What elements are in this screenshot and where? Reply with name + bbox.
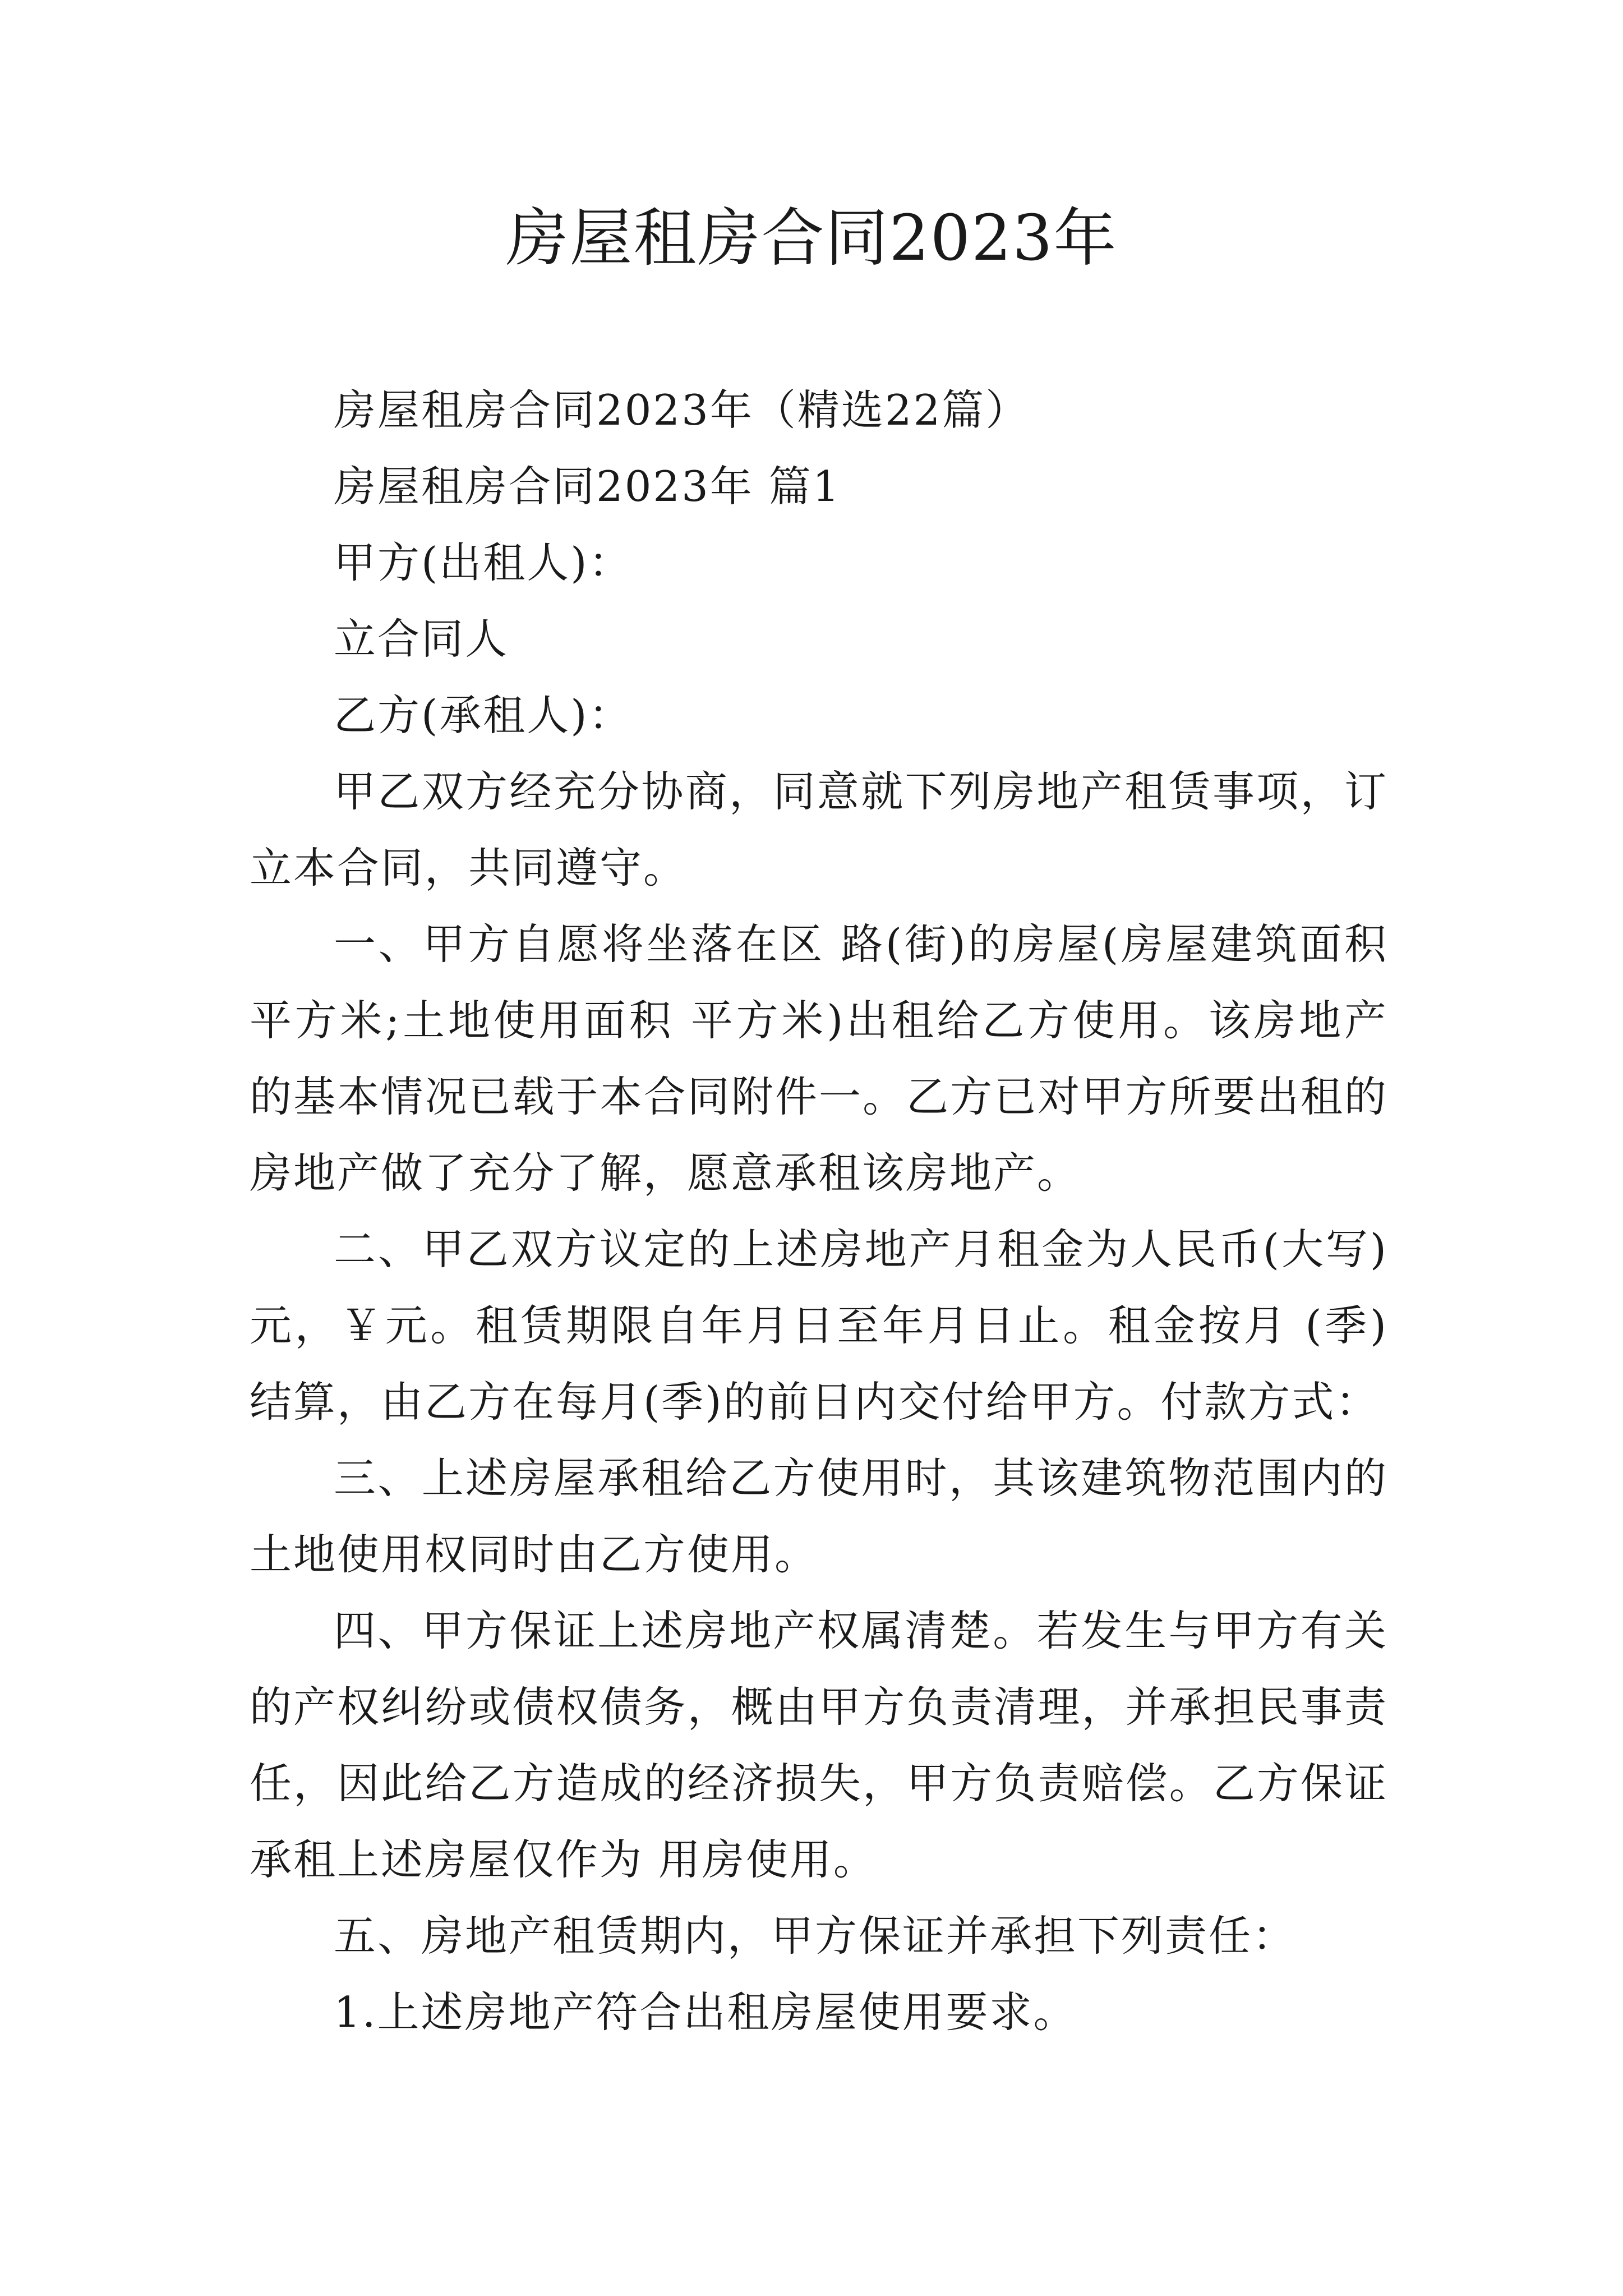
document-body: [250, 372, 1388, 2050]
paragraph-clause-5-item-1: 1.上述房地产符合出租房屋使用要求。: [334, 1987, 1077, 2037]
paragraph-section-heading: 房屋租房合同2023年 篇1: [334, 462, 841, 511]
paragraph-party-b: 乙方(承租人)：: [334, 691, 633, 740]
paragraph-preamble: 甲乙双方经充分协商，同意就下列房地产租赁事项，订立本合同，共同遵守。: [250, 767, 1388, 892]
document-title: 房屋租房合同2023年: [505, 202, 1118, 275]
paragraph-clause-2: 二、甲乙双方议定的上述房地产月租金为人民币(大写)元，￥元。租赁期限自年月日至年月日止。租金按月 (季)结算，由乙方在每月(季)的前日内交付给甲方。付款方式：: [250, 1225, 1388, 1427]
paragraph-clause-3: 三、上述房屋承租给乙方使用时，其该建筑物范围内的土地使用权同时由乙方使用。: [250, 1453, 1388, 1579]
paragraph-contract-party: 立合同人: [334, 614, 509, 664]
paragraph-party-a: 甲方(出租人)：: [334, 538, 633, 587]
paragraph-clause-4: 四、甲方保证上述房地产权属清楚。若发生与甲方有关的产权纠纷或债权债务，概由甲方负责清理，并承担民事责任，因此给乙方造成的经济损失，甲方负责赔偿。乙方保证承租上述房屋仅作为 用房使用。: [250, 1606, 1388, 1884]
paragraph-clause-1: 一、甲方自愿将坐落在区 路(街)的房屋(房屋建筑面积 平方米;土地使用面积 平方米)出租给乙方使用。该房地产的基本情况已载于本合同附件一。乙方已对甲方所要出租的房地产做了充分了解，愿意承租该房地产。: [250, 919, 1388, 1198]
paragraph-subtitle: 房屋租房合同2023年（精选22篇）: [334, 385, 1030, 435]
paragraph-clause-5: 五、房地产租赁期内，甲方保证并承担下列责任：: [334, 1911, 1297, 1961]
